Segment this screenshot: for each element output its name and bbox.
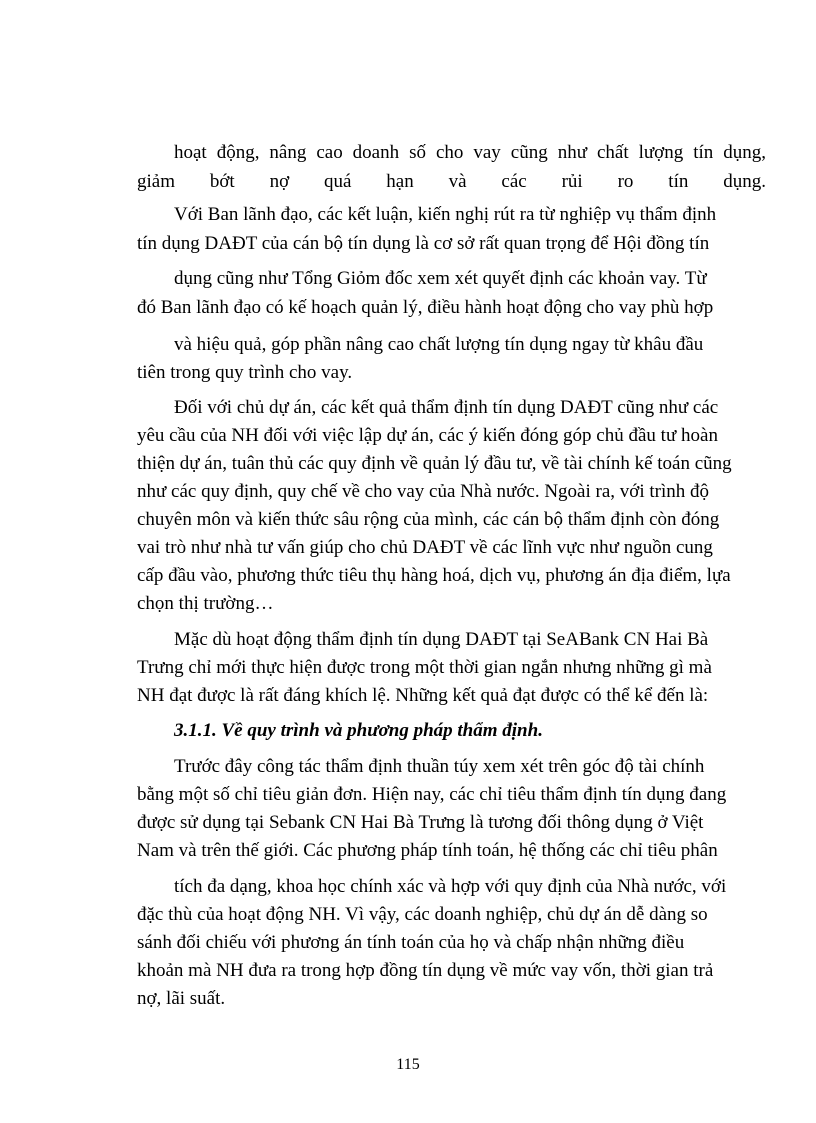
- text-line: giảm bớt nợ quá hạn và các rủi ro tín dụng.: [137, 171, 766, 192]
- text-line: NH đạt được là rất đáng khích lệ. Những kết quả đạt được có thể kể đến là:: [137, 685, 709, 706]
- text-line: dụng cũng như Tổng Giỏm đốc xem xét quyết định các khoản vay. Từ: [174, 268, 707, 289]
- text-line: đó Ban lãnh đạo có kế hoạch quản lý, điều hành hoạt động cho vay phù hợp: [137, 297, 714, 318]
- text-line: tích đa dạng, khoa học chính xác và hợp với quy định của Nhà nước, với: [174, 876, 727, 897]
- text-line: được sử dụng tại Sebank CN Hai Bà Trưng là tương đối thông dụng ở Việt: [137, 812, 704, 833]
- text-line: cấp đầu vào, phương thức tiêu thụ hàng hoá, dịch vụ, phương án địa điểm, lựa: [137, 565, 731, 586]
- text-line: Với Ban lãnh đạo, các kết luận, kiến nghị rút ra từ nghiệp vụ thẩm định: [174, 204, 717, 225]
- text-line: sánh đối chiếu với phương án tính toán của họ và chấp nhận những điều: [137, 932, 685, 953]
- text-line: tiên trong quy trình cho vay.: [137, 362, 353, 383]
- text-line: yêu cầu của NH đối với việc lập dự án, các ý kiến đóng góp chủ đầu tư hoàn: [137, 425, 718, 446]
- text-line: tín dụng DAĐT của cán bộ tín dụng là cơ sở rất quan trọng để Hội đồng tín: [137, 233, 710, 254]
- section-heading: 3.1.1. Về quy trình và phương pháp thẩm định.: [174, 720, 543, 741]
- text-line: chọn thị trường…: [137, 593, 274, 614]
- text-line: và hiệu quả, góp phần nâng cao chất lượng tín dụng ngay từ khâu đầu: [174, 334, 704, 355]
- text-line: bằng một số chỉ tiêu giản đơn. Hiện nay, các chỉ tiêu thẩm định tín dụng đang: [137, 784, 727, 805]
- text-line: chuyên môn và kiến thức sâu rộng của mình, các cán bộ thẩm định còn đóng: [137, 509, 720, 530]
- text-line: Nam và trên thế giới. Các phương pháp tính toán, hệ thống các chỉ tiêu phân: [137, 840, 718, 861]
- text-line: Trước đây công tác thẩm định thuần túy xem xét trên góc độ tài chính: [174, 756, 705, 777]
- text-line: đặc thù của hoạt động NH. Vì vậy, các doanh nghiệp, chủ dự án dễ dàng so: [137, 904, 708, 925]
- text-line: Mặc dù hoạt động thẩm định tín dụng DAĐT tại SeABank CN Hai Bà: [174, 629, 709, 650]
- page-number: 115: [396, 1056, 420, 1073]
- text-line: như các quy định, quy chế về cho vay của Nhà nước. Ngoài ra, với trình độ: [137, 481, 709, 502]
- text-line: khoản mà NH đưa ra trong hợp đồng tín dụng về mức vay vốn, thời gian trả: [137, 960, 714, 981]
- text-line: Đối với chủ dự án, các kết quả thẩm định tín dụng DAĐT cũng như các: [174, 397, 719, 418]
- text-line: Trưng chỉ mới thực hiện được trong một thời gian ngắn nhưng những gì mà: [137, 657, 712, 678]
- text-line: thiện dự án, tuân thủ các quy định về quản lý đầu tư, về tài chính kế toán cũng: [137, 453, 732, 474]
- text-line: nợ, lãi suất.: [137, 988, 226, 1009]
- text-line: vai trò như nhà tư vấn giúp cho chủ DAĐT về các lĩnh vực như nguồn cung: [137, 537, 713, 558]
- text-line: hoạt động, nâng cao doanh số cho vay cũng như chất lượng tín dụng,: [174, 142, 766, 163]
